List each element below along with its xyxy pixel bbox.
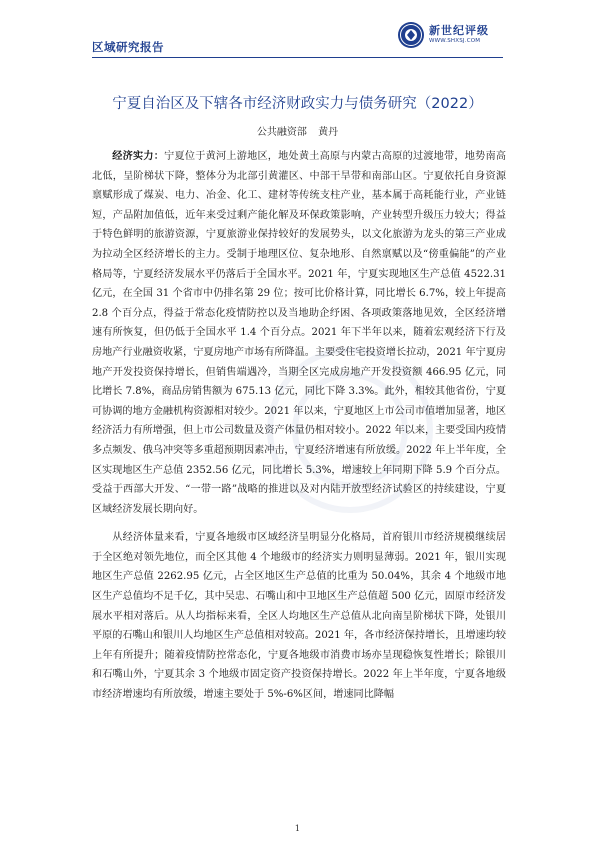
page-header — [92, 18, 503, 58]
paragraph-lead: 经济实力： — [112, 151, 165, 162]
paragraph-economic-strength — [92, 147, 506, 519]
report-type-label: 区域研究报告 — [92, 40, 164, 54]
paragraph-text: 宁夏位于黄河上游地区，地处黄土高原与内蒙古高原的过渡地带，地势南高北低，呈阶梯状下降，整体分为北部引黄灌区、中部干旱带和南部山区。宁夏依托自身资源禀赋形成了煤炭、电力、冶金、化工、建材等传统支柱产业，基本属于高耗能行业，产业链短，产品附加值低，近年来受过剩产能化解及环保政策影响，产业转型升级压力较大；得益于特色鲜明的旅游资源，宁夏旅游业保持较好的发展势头，以文化旅游为龙头的第三产业成为拉动全区经济增长的主力。受制于地理区位、复杂地形、自然禀赋以及“傍重偏能”的产业格局等，宁夏经济发展水平仍落后于全国水平。2021 年，宁夏实现地区生产总值 4522.31 亿元，在全国 31 个省市中仍排名第 29 位；按可比价格计算，同比增长 6.7%，较上年提高 2.8 个百分点，得益于常态化疫情防控以及当地助企纾困、各项政策落地见效，全区经济增速有所恢复，但仍低于全国水平 1.4 个百分点。2021 年下半年以来，随着宏观经济下行及房地产行业融资收紧，宁夏房地产市场有所降温。主要受住宅投资增长拉动，2021 年宁夏房地产开发投资保持增长，但销售端遇冷，当期全区完成房地产开发投资额 466.95 亿元，同比增长 7.8%，商品房销售额为 675.13 亿元，同比下降 3.3%。此外，相较其他省份，宁夏可协调的地方金融机构资源相对较少。2021 年以来，宁夏地区上市公司市值增加显著，地区经济活力有所增强，但上市公司数量及资产体量仍相对较小。2022 年以来，主要受国内疫情多点频发、俄乌冲突等多重超预期因素冲击，宁夏经济增速有所放缓。2022 年上半年度，全区实现地区生产总值 2352.56 亿元，同比增长 5.3%，增速较上年同期下降 5.9 个百分点。受益于西部大开发、“一带一路”战略的推进以及对内陆开放型经济试验区的持续建设，宁夏区域经济发展长期向好。 — [92, 151, 507, 515]
page-number: 1 — [294, 824, 301, 834]
paragraph-economic-scale — [92, 528, 506, 704]
report-title: 宁夏自治区及下辖各市经济财政实力与债务研究（2022） — [112, 96, 483, 112]
report-body — [92, 147, 506, 705]
author-department: 公共融资部 — [256, 127, 307, 138]
logo-url: WWW.SHXSJ.COM — [429, 38, 481, 44]
author-line — [0, 123, 595, 138]
logo-name: 新世纪评级 — [429, 24, 489, 37]
paragraph-text: 从经济体量来看，宁夏各地级市区域经济呈明显分化格局，首府银川市经济规模继续居于全区绝对领先地位，而全区其他 4 个地级市的经济实力则明显薄弱。2021 年，银川实现地区生产总值 2262.95 亿元，占全区地区生产总值的比重为 50.04%，其余 4 个地级市地区生产总值均不足千亿，其中吴忠、石嘴山和中卫地区生产总值超 500 亿元，固原市经济发展水平相对落后。从人均指标来看，全区人均地区生产总值从北向南呈阶梯状下降，处银川平原的石嘴山和银川人均地区生产总值相对较高。2021 年，各市经济保持增长，且增速均较上年有所提升；随着疫情防控常态化，宁夏各地级市消费市场亦呈现稳恢复性增长；除银川和石嘴山外，宁夏其余 3 个地级市固定资产投资保持增长。2022 年上半年度，宁夏各地级市经济增速均有所放缓，增速主要处于 5%-6%区间，增速同比降幅 — [92, 532, 506, 701]
author-name: 黄丹 — [318, 127, 339, 138]
agency-logo — [397, 20, 503, 52]
rating-agency-seal-icon — [397, 21, 425, 49]
header-divider — [92, 57, 503, 58]
